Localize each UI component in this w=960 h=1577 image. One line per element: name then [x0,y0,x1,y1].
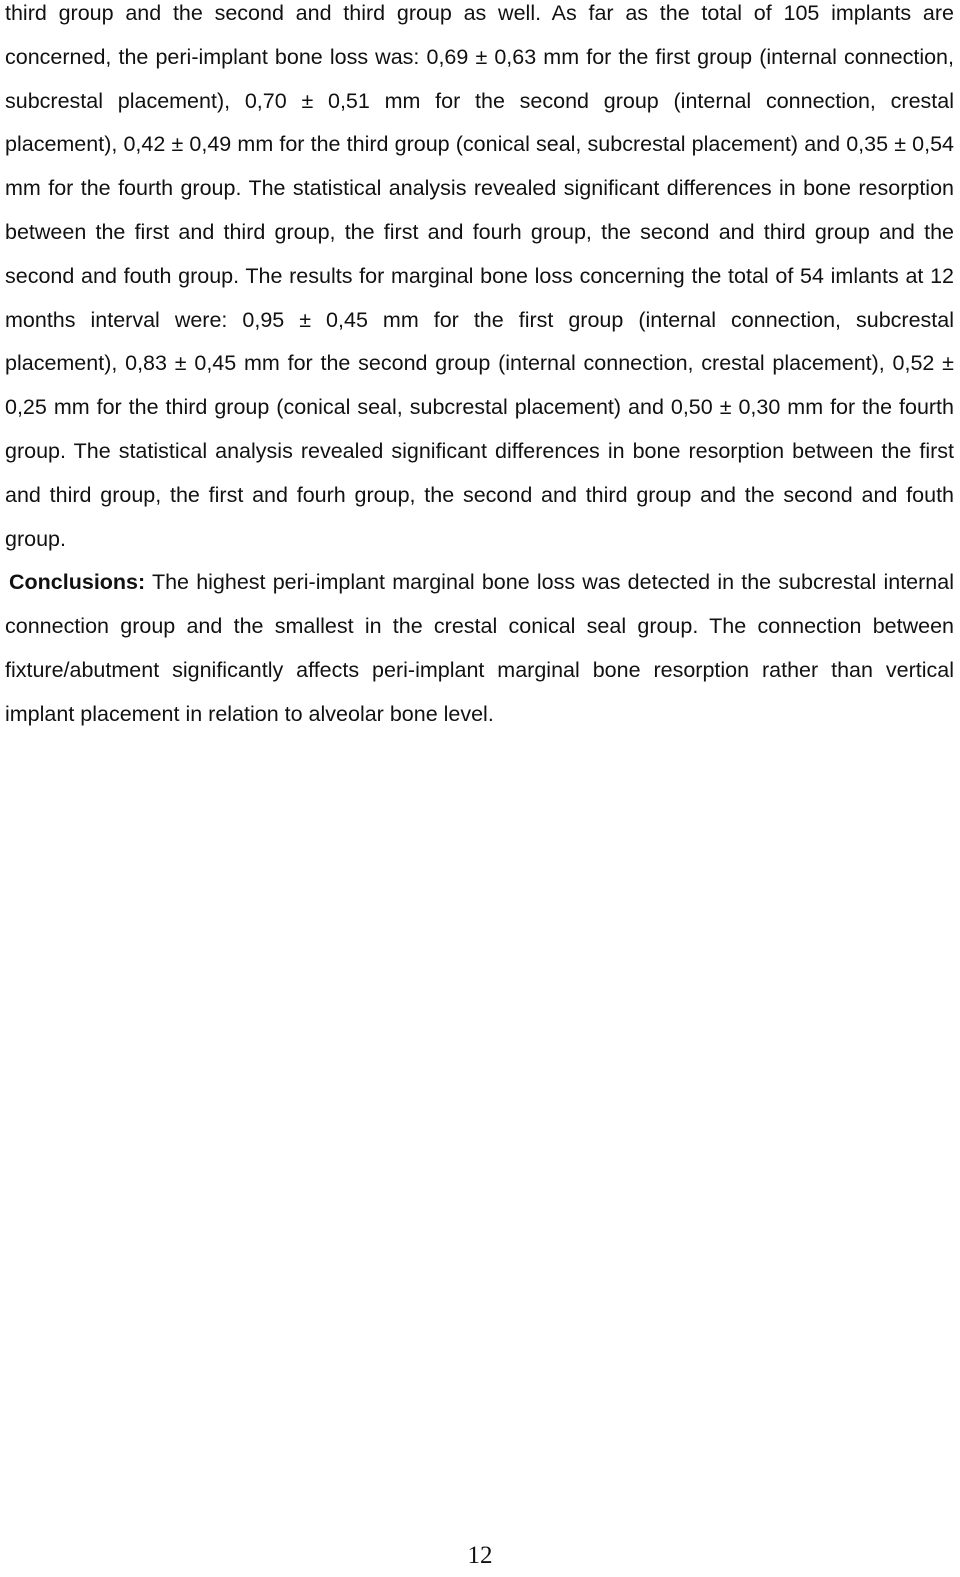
conclusions-paragraph [5,561,954,736]
page-number: 12 [467,1542,493,1569]
results-paragraph: third group and the second and third group as well. As far as the total of 105 implants are concerned, the peri-implant bone loss was: 0,69 ± 0,63 mm for the first group (internal connection, subcrestal placement), 0,70 ± 0,51 mm for the second group (internal connection, crestal placement), 0,42 ± 0,49 mm for the third group (conical seal, subcrestal placement) and 0,35 ± 0,54 mm for the fourth group. The statistical analysis revealed significant differences in bone resorption between the first and third group, the first and fourh group, the second and third group and the second and fouth group. The results for marginal bone loss concerning the total of 54 imlants at 12 months interval were: 0,95 ± 0,45 mm for the first group (internal connection, subcrestal placement), 0,83 ± 0,45 mm for the second group (internal connection, crestal placement), 0,52 ± 0,25 mm for the third group (conical seal, subcrestal placement) and 0,50 ± 0,30 mm for the fourth group. The statistical analysis revealed significant differences in bone resorption between the first and third group, the first and fourh group, the second and third group and the second and fouth group. [5,1,954,551]
conclusions-text: The highest peri-implant marginal bone loss was detected in the subcrestal internal connection group and the smallest in the crestal conical seal group. The connection between fixture/abutment significantly affects peri-implant marginal bone resorption rather than vertical implant placement in relation to alveolar bone level. [5,570,954,726]
conclusions-label: Conclusions: [9,570,146,595]
document-page [5,0,954,737]
